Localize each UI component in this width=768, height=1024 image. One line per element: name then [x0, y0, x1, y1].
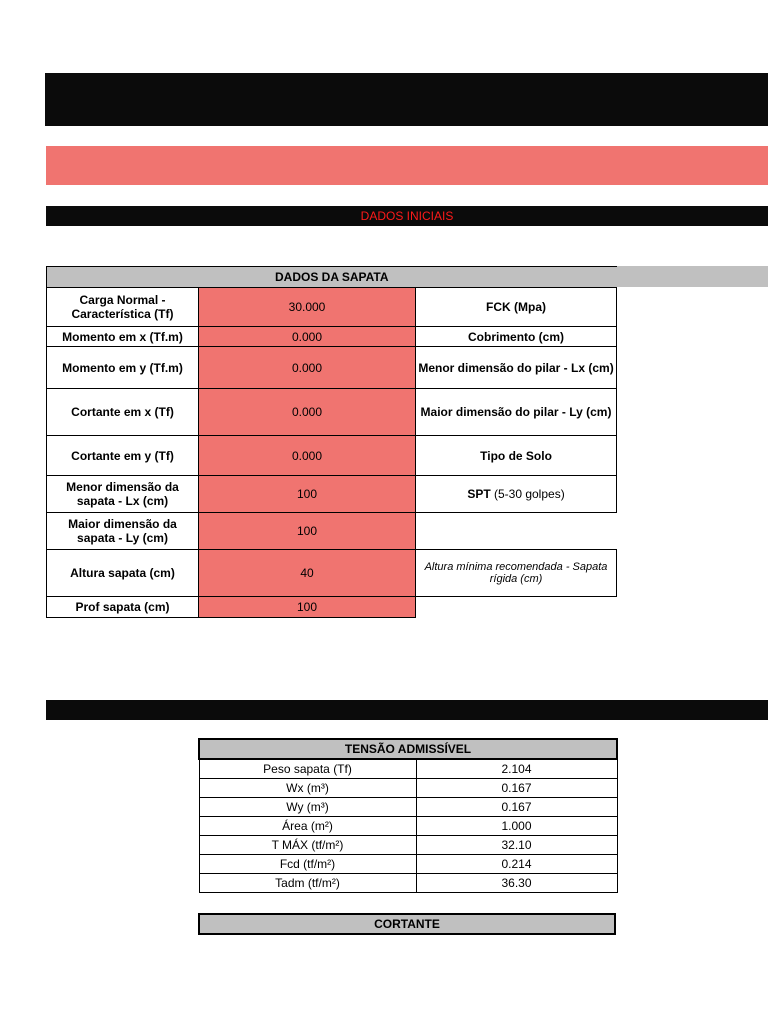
section-dados-iniciais [46, 206, 768, 226]
tensao-label: Wy (m³) [199, 797, 416, 816]
tensao-label: Área (m²) [199, 816, 416, 835]
table-row [199, 778, 617, 797]
spt-label: SPT [467, 487, 491, 501]
sapata-value[interactable]: 0.000 [199, 389, 416, 436]
sapata-right-label: Cobrimento (cm) [416, 327, 617, 347]
sapata-value[interactable]: 0.000 [199, 327, 416, 347]
sapata-header-extension [615, 266, 768, 287]
sapata-value[interactable]: 100 [199, 513, 416, 550]
sapata-label: Cortante em y (Tf) [47, 436, 199, 476]
table-row [47, 327, 617, 347]
sapata-label: Altura sapata (cm) [47, 550, 199, 597]
sapata-right-label [416, 476, 617, 513]
sapata-value[interactable]: 40 [199, 550, 416, 597]
sapata-right-empty [416, 513, 617, 550]
table-row [47, 389, 617, 436]
section-dados-iniciais-label: DADOS INICIAIS [360, 209, 454, 223]
section-bar-2 [46, 700, 768, 720]
sapata-label: Prof sapata (cm) [47, 597, 199, 618]
cortante-header-label: CORTANTE [374, 917, 440, 931]
table-row [47, 347, 617, 389]
sapata-label: Maior dimensão da sapata - Ly (cm) [47, 513, 199, 550]
tensao-label: T MÁX (tf/m²) [199, 835, 416, 854]
sapata-label: Menor dimensão da sapata - Lx (cm) [47, 476, 199, 513]
cortante-header [198, 913, 616, 935]
table-row [199, 854, 617, 873]
sapata-value[interactable]: 0.000 [199, 436, 416, 476]
sapata-label: Momento em y (Tf.m) [47, 347, 199, 389]
table-row [47, 476, 617, 513]
tensao-value: 0.214 [416, 854, 617, 873]
table-row [47, 436, 617, 476]
tensao-label: Peso sapata (Tf) [199, 759, 416, 778]
table-row [199, 816, 617, 835]
sapata-value[interactable]: 0.000 [199, 347, 416, 389]
sapata-right-label: FCK (Mpa) [416, 288, 617, 327]
title-banner [45, 73, 768, 126]
sapata-right-label: Menor dimensão do pilar - Lx (cm) [416, 347, 617, 389]
subtitle-banner [46, 146, 768, 185]
sapata-table [46, 266, 617, 618]
sapata-right-label: Maior dimensão do pilar - Ly (cm) [416, 389, 617, 436]
sapata-right-label: Tipo de Solo [416, 436, 617, 476]
table-row [47, 597, 617, 618]
tensao-value: 2.104 [416, 759, 617, 778]
sapata-right-empty [416, 597, 617, 618]
table-row [47, 513, 617, 550]
tensao-label: Tadm (tf/m²) [199, 873, 416, 892]
table-row [47, 288, 617, 327]
tensao-header: TENSÃO ADMISSÍVEL [199, 739, 617, 759]
tensao-value: 0.167 [416, 797, 617, 816]
sapata-header: DADOS DA SAPATA [47, 267, 617, 288]
spt-range: (5-30 golpes) [490, 487, 565, 501]
sapata-value[interactable]: 100 [199, 597, 416, 618]
tensao-label: Fcd (tf/m²) [199, 854, 416, 873]
tensao-value: 0.167 [416, 778, 617, 797]
table-row [47, 550, 617, 597]
tensao-value: 1.000 [416, 816, 617, 835]
sapata-value[interactable]: 100 [199, 476, 416, 513]
table-row [199, 759, 617, 778]
table-row [199, 797, 617, 816]
sapata-right-label: Altura mínima recomendada - Sapata rígida (cm) [416, 550, 617, 597]
tensao-table [198, 738, 618, 893]
tensao-value: 36.30 [416, 873, 617, 892]
sapata-label: Cortante em x (Tf) [47, 389, 199, 436]
tensao-value: 32.10 [416, 835, 617, 854]
sapata-value[interactable]: 30.000 [199, 288, 416, 327]
sapata-label: Carga Normal - Característica (Tf) [47, 288, 199, 327]
sapata-label: Momento em x (Tf.m) [47, 327, 199, 347]
table-row [199, 873, 617, 892]
tensao-label: Wx (m³) [199, 778, 416, 797]
table-row [199, 835, 617, 854]
